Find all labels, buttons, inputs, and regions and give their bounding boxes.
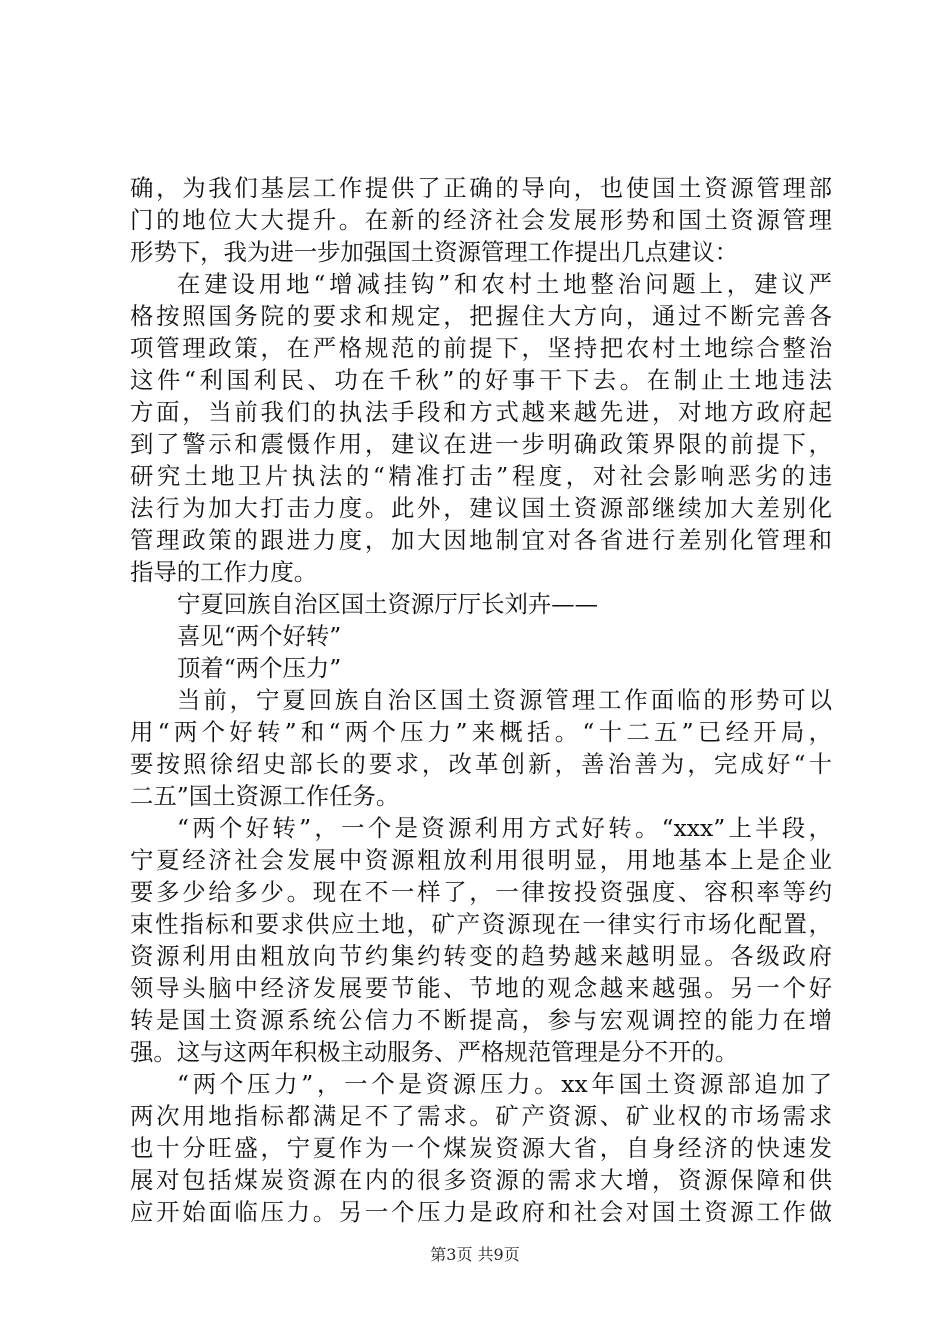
text-line: 两次用地指标都满足不了需求。矿产资源、矿业权的市场需求	[130, 1102, 832, 1130]
text-line: 方面，当前我们的执法手段和方式越来越先进，对地方政府起	[130, 398, 832, 426]
text-line: 束性指标和要求供应土地，矿产资源现在一律实行市场化配置，	[130, 910, 832, 938]
text-line: 顶着“两个压力”	[177, 654, 342, 682]
text-line: 项管理政策，在严格规范的前提下，坚持把农村土地综合整治	[130, 334, 832, 362]
text-line: 格按照国务院的要求和规定，把握住大方向，通过不断完善各	[130, 302, 832, 330]
text-line: 展对包括煤炭资源在内的很多资源的需求大增，资源保障和供	[130, 1166, 832, 1194]
text-line: 门的地位大大提升。在新的经济社会发展形势和国土资源管理	[130, 206, 832, 234]
text-line: 要多少给多少。现在不一样了，一律按投资强度、容积率等约	[130, 878, 832, 906]
text-line: 确，为我们基层工作提供了正确的导向，也使国土资源管理部	[130, 174, 832, 202]
text-line: 当前，宁夏回族自治区国土资源管理工作面临的形势可以	[177, 686, 832, 714]
text-line: 要按照徐绍史部长的要求，改革创新，善治善为，完成好“十	[130, 750, 832, 778]
text-line: 用“两个好转”和“两个压力”来概括。“十二五”已经开局，	[130, 718, 832, 746]
text-line: 二五”国土资源工作任务。	[130, 782, 400, 810]
text-line: 管理政策的跟进力度，加大因地制宜对各省进行差别化管理和	[130, 526, 832, 554]
document-body	[130, 172, 832, 1228]
text-line: 研究土地卫片执法的“精准打击”程度，对社会影响恶劣的违	[130, 462, 832, 490]
text-line: 宁夏经济社会发展中资源粗放利用很明显，用地基本上是企业	[130, 846, 832, 874]
text-line: 领导头脑中经济发展要节能、节地的观念越来越强。另一个好	[130, 974, 832, 1002]
text-line: 在建设用地“增减挂钩”和农村土地整治问题上，建议严	[177, 270, 832, 298]
text-line: 形势下，我为进一步加强国土资源管理工作提出几点建议：	[130, 238, 739, 266]
text-line: 指导的工作力度。	[130, 558, 318, 586]
text-line: 这件“利国利民、功在千秋”的好事干下去。在制止土地违法	[130, 366, 832, 394]
text-line: 到了警示和震慑作用，建议在进一步明确政策界限的前提下，	[130, 430, 832, 458]
text-line: 法行为加大打击力度。此外，建议国土资源部继续加大差别化	[130, 494, 832, 522]
text-line: 转是国土资源系统公信力不断提高，参与宏观调控的能力在增	[130, 1006, 832, 1034]
text-line: “两个好转”，一个是资源利用方式好转。“xxx”上半段，	[177, 814, 832, 842]
text-line: 也十分旺盛，宁夏作为一个煤炭资源大省，自身经济的快速发	[130, 1134, 832, 1162]
text-line: 宁夏回族自治区国土资源厅厅长刘卉——	[177, 590, 599, 618]
text-line: “两个压力”，一个是资源压力。xx年国土资源部追加了	[177, 1070, 832, 1098]
text-line: 喜见“两个好转”	[177, 622, 342, 650]
text-line: 资源利用由粗放向节约集约转变的趋势越来越明显。各级政府	[130, 942, 832, 970]
text-line: 应开始面临压力。另一个压力是政府和社会对国土资源工作做	[130, 1198, 832, 1226]
text-line: 强。这与这两年积极主动服务、严格规范管理是分不开的。	[130, 1038, 739, 1066]
page-footer: 第3页 共9页	[430, 1245, 520, 1264]
